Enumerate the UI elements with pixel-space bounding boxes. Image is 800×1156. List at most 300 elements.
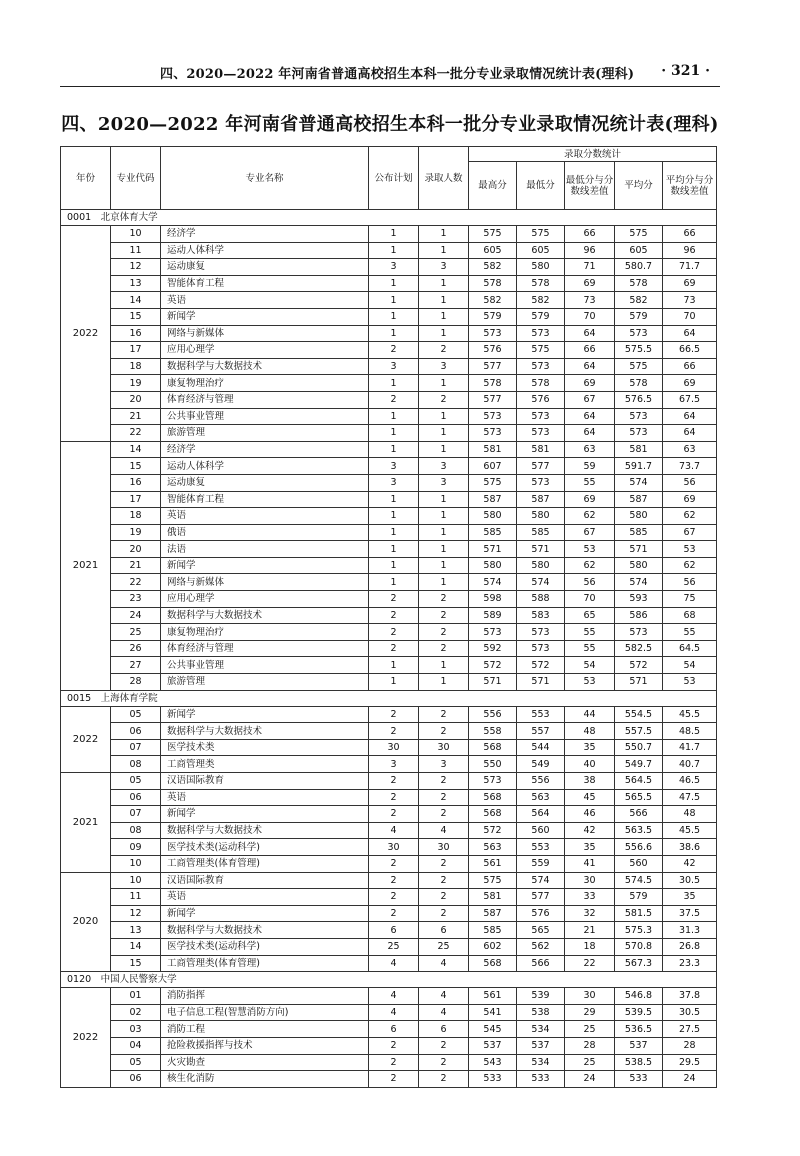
admitted-cell: 3 [419,358,469,375]
avg-diff-cell: 63 [663,441,717,458]
plan-cell: 1 [369,408,419,425]
max-cell: 545 [469,1021,517,1038]
code-cell: 07 [111,806,161,823]
plan-cell: 2 [369,773,419,790]
admitted-cell: 2 [419,624,469,641]
avg-diff-cell: 62 [663,508,717,525]
avg-cell: 566 [615,806,663,823]
avg-cell: 554.5 [615,706,663,723]
code-cell: 10 [111,872,161,889]
min-diff-cell: 21 [565,922,615,939]
code-cell: 16 [111,325,161,342]
min-cell: 580 [517,508,565,525]
max-cell: 577 [469,391,517,408]
min-diff-cell: 40 [565,756,615,773]
min-diff-cell: 18 [565,938,615,955]
plan-cell: 1 [369,491,419,508]
avg-diff-cell: 75 [663,591,717,608]
max-cell: 607 [469,458,517,475]
min-diff-cell: 22 [565,955,615,972]
min-cell: 534 [517,1021,565,1038]
code-cell: 20 [111,391,161,408]
max-cell: 598 [469,591,517,608]
min-cell: 579 [517,308,565,325]
avg-diff-cell: 64.5 [663,640,717,657]
major-cell: 数据科学与大数据技术 [161,822,369,839]
max-cell: 579 [469,308,517,325]
min-diff-cell: 53 [565,674,615,691]
major-cell: 智能体育工程 [161,275,369,292]
max-cell: 585 [469,524,517,541]
major-cell: 英语 [161,889,369,906]
avg-diff-cell: 30.5 [663,1004,717,1021]
max-cell: 587 [469,491,517,508]
code-cell: 08 [111,756,161,773]
year-cell: 2022 [61,706,111,772]
table-row [61,441,717,458]
max-cell: 582 [469,259,517,276]
min-diff-cell: 64 [565,325,615,342]
admitted-cell: 25 [419,938,469,955]
min-cell: 553 [517,839,565,856]
plan-cell: 2 [369,889,419,906]
min-diff-cell: 44 [565,706,615,723]
plan-cell: 4 [369,822,419,839]
avg-diff-cell: 41.7 [663,739,717,756]
table-row [61,375,717,392]
table-row [61,226,717,243]
plan-cell: 2 [369,607,419,624]
table-row [61,806,717,823]
min-cell: 574 [517,574,565,591]
avg-diff-cell: 55 [663,624,717,641]
admitted-cell: 1 [419,226,469,243]
max-cell: 585 [469,922,517,939]
min-diff-cell: 28 [565,1037,615,1054]
max-cell: 580 [469,557,517,574]
avg-diff-cell: 42 [663,855,717,872]
max-cell: 589 [469,607,517,624]
plan-cell: 1 [369,674,419,691]
code-cell: 26 [111,640,161,657]
code-cell: 16 [111,474,161,491]
max-cell: 571 [469,674,517,691]
avg-cell: 549.7 [615,756,663,773]
code-cell: 21 [111,557,161,574]
major-cell: 汉语国际教育 [161,872,369,889]
avg-diff-cell: 66 [663,226,717,243]
avg-cell: 591.7 [615,458,663,475]
avg-diff-cell: 23.3 [663,955,717,972]
min-cell: 564 [517,806,565,823]
min-diff-cell: 41 [565,855,615,872]
avg-diff-cell: 73.7 [663,458,717,475]
min-cell: 605 [517,242,565,259]
major-cell: 应用心理学 [161,342,369,359]
major-cell: 应用心理学 [161,591,369,608]
min-cell: 563 [517,789,565,806]
code-cell: 13 [111,275,161,292]
major-cell: 火灾勘查 [161,1054,369,1071]
table-row [61,391,717,408]
university-row [61,972,717,988]
admitted-cell: 1 [419,557,469,574]
avg-cell: 593 [615,591,663,608]
max-cell: 605 [469,242,517,259]
min-cell: 575 [517,226,565,243]
table-row [61,955,717,972]
code-cell: 24 [111,607,161,624]
admitted-cell: 1 [419,508,469,525]
min-diff-cell: 56 [565,574,615,591]
admitted-cell: 1 [419,441,469,458]
admitted-cell: 1 [419,657,469,674]
code-cell: 12 [111,905,161,922]
min-diff-cell: 70 [565,591,615,608]
admitted-cell: 2 [419,723,469,740]
min-cell: 587 [517,491,565,508]
university-name: 0120 中国人民警察大学 [61,972,717,988]
min-cell: 573 [517,325,565,342]
major-cell: 新闻学 [161,905,369,922]
min-diff-cell: 69 [565,375,615,392]
admission-table [60,146,717,1088]
max-cell: 550 [469,756,517,773]
major-cell: 数据科学与大数据技术 [161,607,369,624]
admitted-cell: 2 [419,789,469,806]
avg-cell: 572 [615,657,663,674]
avg-diff-cell: 26.8 [663,938,717,955]
plan-cell: 2 [369,872,419,889]
plan-cell: 3 [369,756,419,773]
avg-diff-cell: 45.5 [663,706,717,723]
avg-diff-cell: 69 [663,275,717,292]
admitted-cell: 1 [419,524,469,541]
major-cell: 医学技术类 [161,739,369,756]
plan-cell: 1 [369,524,419,541]
avg-cell: 575 [615,358,663,375]
max-cell: 561 [469,855,517,872]
avg-cell: 570.8 [615,938,663,955]
min-cell: 572 [517,657,565,674]
max-cell: 573 [469,325,517,342]
avg-cell: 576.5 [615,391,663,408]
min-cell: 549 [517,756,565,773]
plan-cell: 30 [369,739,419,756]
max-cell: 582 [469,292,517,309]
code-cell: 05 [111,706,161,723]
admitted-cell: 6 [419,922,469,939]
avg-cell: 587 [615,491,663,508]
admitted-cell: 2 [419,872,469,889]
avg-cell: 578 [615,275,663,292]
plan-cell: 2 [369,723,419,740]
plan-cell: 1 [369,574,419,591]
code-cell: 01 [111,988,161,1005]
table-row [61,1004,717,1021]
major-cell: 抢险救援指挥与技术 [161,1037,369,1054]
table-row [61,607,717,624]
major-cell: 网络与新媒体 [161,325,369,342]
max-cell: 573 [469,773,517,790]
min-diff-cell: 30 [565,988,615,1005]
max-cell: 580 [469,508,517,525]
min-diff-cell: 64 [565,408,615,425]
max-cell: 581 [469,889,517,906]
table-row [61,905,717,922]
table-row [61,706,717,723]
code-cell: 02 [111,1004,161,1021]
avg-cell: 575 [615,226,663,243]
major-cell: 旅游管理 [161,425,369,442]
avg-cell: 581 [615,441,663,458]
table-row [61,325,717,342]
code-cell: 11 [111,889,161,906]
avg-cell: 536.5 [615,1021,663,1038]
table-row [61,855,717,872]
min-diff-cell: 45 [565,789,615,806]
code-cell: 25 [111,624,161,641]
min-cell: 544 [517,739,565,756]
plan-cell: 2 [369,391,419,408]
avg-diff-cell: 48 [663,806,717,823]
table-row [61,524,717,541]
table-row [61,922,717,939]
min-cell: 565 [517,922,565,939]
major-cell: 数据科学与大数据技术 [161,723,369,740]
min-diff-cell: 29 [565,1004,615,1021]
min-diff-cell: 71 [565,259,615,276]
admitted-cell: 2 [419,607,469,624]
plan-cell: 3 [369,358,419,375]
year-cell: 2022 [61,988,111,1088]
page-title: 四、2020—2022 年河南省普通高校招生本科一批分专业录取情况统计表(理科) [61,114,719,135]
min-cell: 573 [517,624,565,641]
avg-diff-cell: 68 [663,607,717,624]
avg-cell: 550.7 [615,739,663,756]
university-name: 0001 北京体育大学 [61,210,717,226]
table-row [61,259,717,276]
avg-cell: 579 [615,889,663,906]
major-cell: 消防指挥 [161,988,369,1005]
major-cell: 运动人体科学 [161,242,369,259]
major-cell: 体育经济与管理 [161,391,369,408]
max-cell: 578 [469,375,517,392]
min-diff-cell: 42 [565,822,615,839]
min-cell: 557 [517,723,565,740]
plan-cell: 1 [369,657,419,674]
admitted-cell: 4 [419,988,469,1005]
table-row [61,557,717,574]
university-row [61,690,717,706]
major-cell: 新闻学 [161,806,369,823]
min-diff-cell: 35 [565,739,615,756]
major-cell: 工商管理类(体育管理) [161,855,369,872]
code-cell: 22 [111,574,161,591]
min-diff-cell: 32 [565,905,615,922]
major-cell: 英语 [161,292,369,309]
max-cell: 573 [469,408,517,425]
min-cell: 573 [517,425,565,442]
code-cell: 20 [111,541,161,558]
code-cell: 06 [111,1071,161,1088]
col-code-header: 专业代码 [111,147,161,210]
avg-diff-cell: 46.5 [663,773,717,790]
max-cell: 575 [469,872,517,889]
avg-cell: 586 [615,607,663,624]
plan-cell: 1 [369,275,419,292]
max-cell: 602 [469,938,517,955]
table-row [61,657,717,674]
avg-diff-cell: 67.5 [663,391,717,408]
code-cell: 15 [111,308,161,325]
avg-cell: 563.5 [615,822,663,839]
plan-cell: 1 [369,508,419,525]
major-cell: 网络与新媒体 [161,574,369,591]
plan-cell: 1 [369,226,419,243]
min-diff-cell: 53 [565,541,615,558]
code-cell: 15 [111,955,161,972]
code-cell: 06 [111,723,161,740]
admitted-cell: 30 [419,839,469,856]
avg-diff-cell: 48.5 [663,723,717,740]
admitted-cell: 3 [419,259,469,276]
admitted-cell: 1 [419,425,469,442]
table-row [61,508,717,525]
avg-cell: 560 [615,855,663,872]
admitted-cell: 3 [419,474,469,491]
code-cell: 10 [111,226,161,243]
table-row [61,773,717,790]
max-cell: 577 [469,358,517,375]
plan-cell: 2 [369,1037,419,1054]
min-cell: 585 [517,524,565,541]
year-cell: 2022 [61,226,111,442]
min-diff-cell: 33 [565,889,615,906]
table-row [61,872,717,889]
avg-diff-cell: 53 [663,541,717,558]
table-row [61,541,717,558]
avg-diff-cell: 29.5 [663,1054,717,1071]
major-cell: 俄语 [161,524,369,541]
major-cell: 运动人体科学 [161,458,369,475]
min-cell: 556 [517,773,565,790]
table-row [61,358,717,375]
avg-cell: 571 [615,674,663,691]
admitted-cell: 1 [419,491,469,508]
avg-cell: 605 [615,242,663,259]
min-diff-cell: 30 [565,872,615,889]
max-cell: 592 [469,640,517,657]
min-diff-cell: 62 [565,508,615,525]
min-diff-cell: 67 [565,524,615,541]
code-cell: 17 [111,491,161,508]
min-diff-cell: 35 [565,839,615,856]
min-diff-cell: 70 [565,308,615,325]
col-admitted-header: 录取人数 [419,147,469,210]
min-cell: 534 [517,1054,565,1071]
table-row [61,640,717,657]
major-cell: 核生化消防 [161,1071,369,1088]
plan-cell: 4 [369,955,419,972]
avg-cell: 574 [615,574,663,591]
plan-cell: 2 [369,855,419,872]
table-row [61,739,717,756]
plan-cell: 2 [369,706,419,723]
code-cell: 07 [111,739,161,756]
year-cell: 2021 [61,441,111,690]
admitted-cell: 1 [419,292,469,309]
min-diff-cell: 66 [565,226,615,243]
table-row [61,292,717,309]
min-cell: 577 [517,889,565,906]
max-cell: 543 [469,1054,517,1071]
admitted-cell: 1 [419,308,469,325]
max-cell: 568 [469,806,517,823]
admitted-cell: 1 [419,275,469,292]
avg-cell: 571 [615,541,663,558]
major-cell: 医学技术类(运动科学) [161,938,369,955]
admitted-cell: 2 [419,342,469,359]
plan-cell: 1 [369,541,419,558]
min-cell: 538 [517,1004,565,1021]
table-row [61,822,717,839]
major-cell: 公共事业管理 [161,408,369,425]
table-row [61,574,717,591]
plan-cell: 25 [369,938,419,955]
plan-cell: 1 [369,425,419,442]
plan-cell: 3 [369,458,419,475]
avg-diff-cell: 67 [663,524,717,541]
avg-cell: 538.5 [615,1054,663,1071]
table-row [61,1037,717,1054]
plan-cell: 6 [369,1021,419,1038]
avg-cell: 539.5 [615,1004,663,1021]
max-cell: 568 [469,789,517,806]
table-row [61,474,717,491]
major-cell: 工商管理类 [161,756,369,773]
major-cell: 新闻学 [161,706,369,723]
table-row [61,275,717,292]
avg-diff-cell: 66 [663,358,717,375]
min-diff-cell: 64 [565,425,615,442]
code-cell: 22 [111,425,161,442]
avg-diff-cell: 64 [663,408,717,425]
max-cell: 561 [469,988,517,1005]
max-cell: 573 [469,624,517,641]
max-cell: 571 [469,541,517,558]
min-diff-cell: 25 [565,1021,615,1038]
code-cell: 11 [111,242,161,259]
admitted-cell: 30 [419,739,469,756]
avg-diff-cell: 56 [663,474,717,491]
major-cell: 新闻学 [161,557,369,574]
code-cell: 19 [111,375,161,392]
admitted-cell: 1 [419,574,469,591]
table-row [61,342,717,359]
avg-cell: 567.3 [615,955,663,972]
plan-cell: 1 [369,441,419,458]
plan-cell: 2 [369,789,419,806]
min-diff-cell: 63 [565,441,615,458]
code-cell: 18 [111,508,161,525]
col-plan-header: 公布计划 [369,147,419,210]
plan-cell: 2 [369,342,419,359]
avg-diff-cell: 37.5 [663,905,717,922]
table-row [61,889,717,906]
min-cell: 533 [517,1071,565,1088]
col-avg-header: 平均分 [615,162,663,210]
